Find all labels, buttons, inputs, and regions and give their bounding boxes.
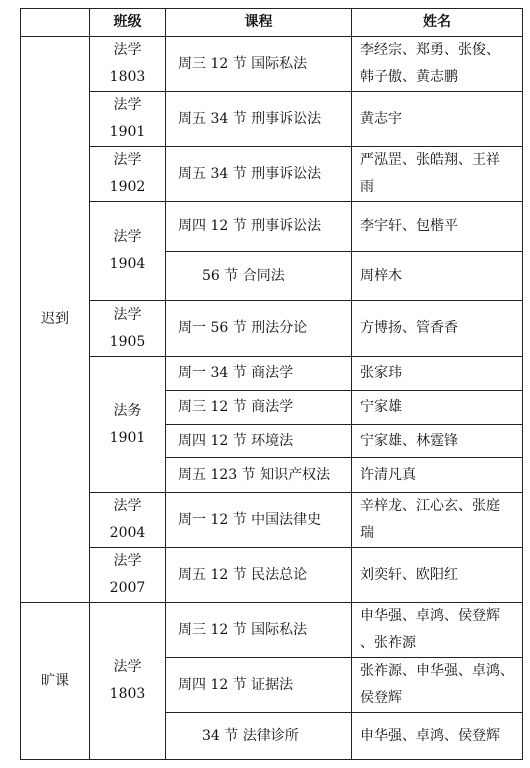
class-cell: 法学 1803 (90, 603, 166, 760)
header-names: 姓名 (352, 9, 523, 37)
table-row (21, 37, 523, 92)
names-cell: 申华强、卓鸿、侯登辉 (352, 713, 523, 760)
class-cell: 法务 1901 (90, 357, 166, 493)
class-cell: 法学 1904 (90, 202, 166, 301)
names-cell: 刘奕轩、欧阳红 (352, 548, 523, 603)
course-cell: 周一 34 节 商法学 (166, 357, 352, 391)
names-cell: 申华强、卓鸿、侯登辉 、张祚源 (352, 603, 523, 658)
table-row (21, 147, 523, 202)
header-category (21, 9, 90, 37)
category-absent: 旷课 (21, 603, 90, 760)
table-row (21, 202, 523, 252)
course-cell: 34 节 法律诊所 (166, 713, 352, 760)
course-cell: 周四 12 节 环境法 (166, 425, 352, 458)
course-cell: 周三 12 节 国际私法 (166, 37, 352, 92)
names-cell: 方博扬、管香香 (352, 301, 523, 357)
header-course: 课程 (166, 9, 352, 37)
category-late: 迟到 (21, 37, 90, 603)
course-cell: 周五 12 节 民法总论 (166, 548, 352, 603)
course-cell: 周三 12 节 国际私法 (166, 603, 352, 658)
course-cell: 周三 12 节 商法学 (166, 391, 352, 425)
names-cell: 张家玮 (352, 357, 523, 391)
class-cell: 法学 1905 (90, 301, 166, 357)
names-cell: 张祚源、申华强、卓鸿、 侯登辉 (352, 658, 523, 713)
table-row (21, 357, 523, 391)
header-class: 班级 (90, 9, 166, 37)
course-cell: 周一 56 节 刑法分论 (166, 301, 352, 357)
names-cell: 周梓木 (352, 252, 523, 301)
absence-table (20, 8, 523, 760)
names-cell: 宁家雄 (352, 391, 523, 425)
class-cell: 法学 2007 (90, 548, 166, 603)
course-cell: 周一 12 节 中国法律史 (166, 493, 352, 548)
table-row (21, 548, 523, 603)
names-cell: 李宇轩、包楷平 (352, 202, 523, 252)
class-cell: 法学 2004 (90, 493, 166, 548)
names-cell: 李经宗、郑勇、张俊、 韩子傲、黄志鹏 (352, 37, 523, 92)
names-cell: 严泓罡、张皓翔、王祥 雨 (352, 147, 523, 202)
names-cell: 辛梓龙、江心玄、张庭 瑞 (352, 493, 523, 548)
course-cell: 周五 34 节 刑事诉讼法 (166, 147, 352, 202)
course-cell: 周五 123 节 知识产权法 (166, 458, 352, 493)
table-row (21, 92, 523, 147)
table-row (21, 603, 523, 658)
table-row (21, 493, 523, 548)
names-cell: 宁家雄、林霆锋 (352, 425, 523, 458)
table-row (21, 301, 523, 357)
course-cell: 周四 12 节 证据法 (166, 658, 352, 713)
class-cell: 法学 1901 (90, 92, 166, 147)
course-cell: 56 节 合同法 (166, 252, 352, 301)
names-cell: 许清凡真 (352, 458, 523, 493)
course-cell: 周五 34 节 刑事诉讼法 (166, 92, 352, 147)
class-cell: 法学 1902 (90, 147, 166, 202)
header-row (21, 9, 523, 37)
names-cell: 黄志宇 (352, 92, 523, 147)
course-cell: 周四 12 节 刑事诉讼法 (166, 202, 352, 252)
class-cell: 法学 1803 (90, 37, 166, 92)
